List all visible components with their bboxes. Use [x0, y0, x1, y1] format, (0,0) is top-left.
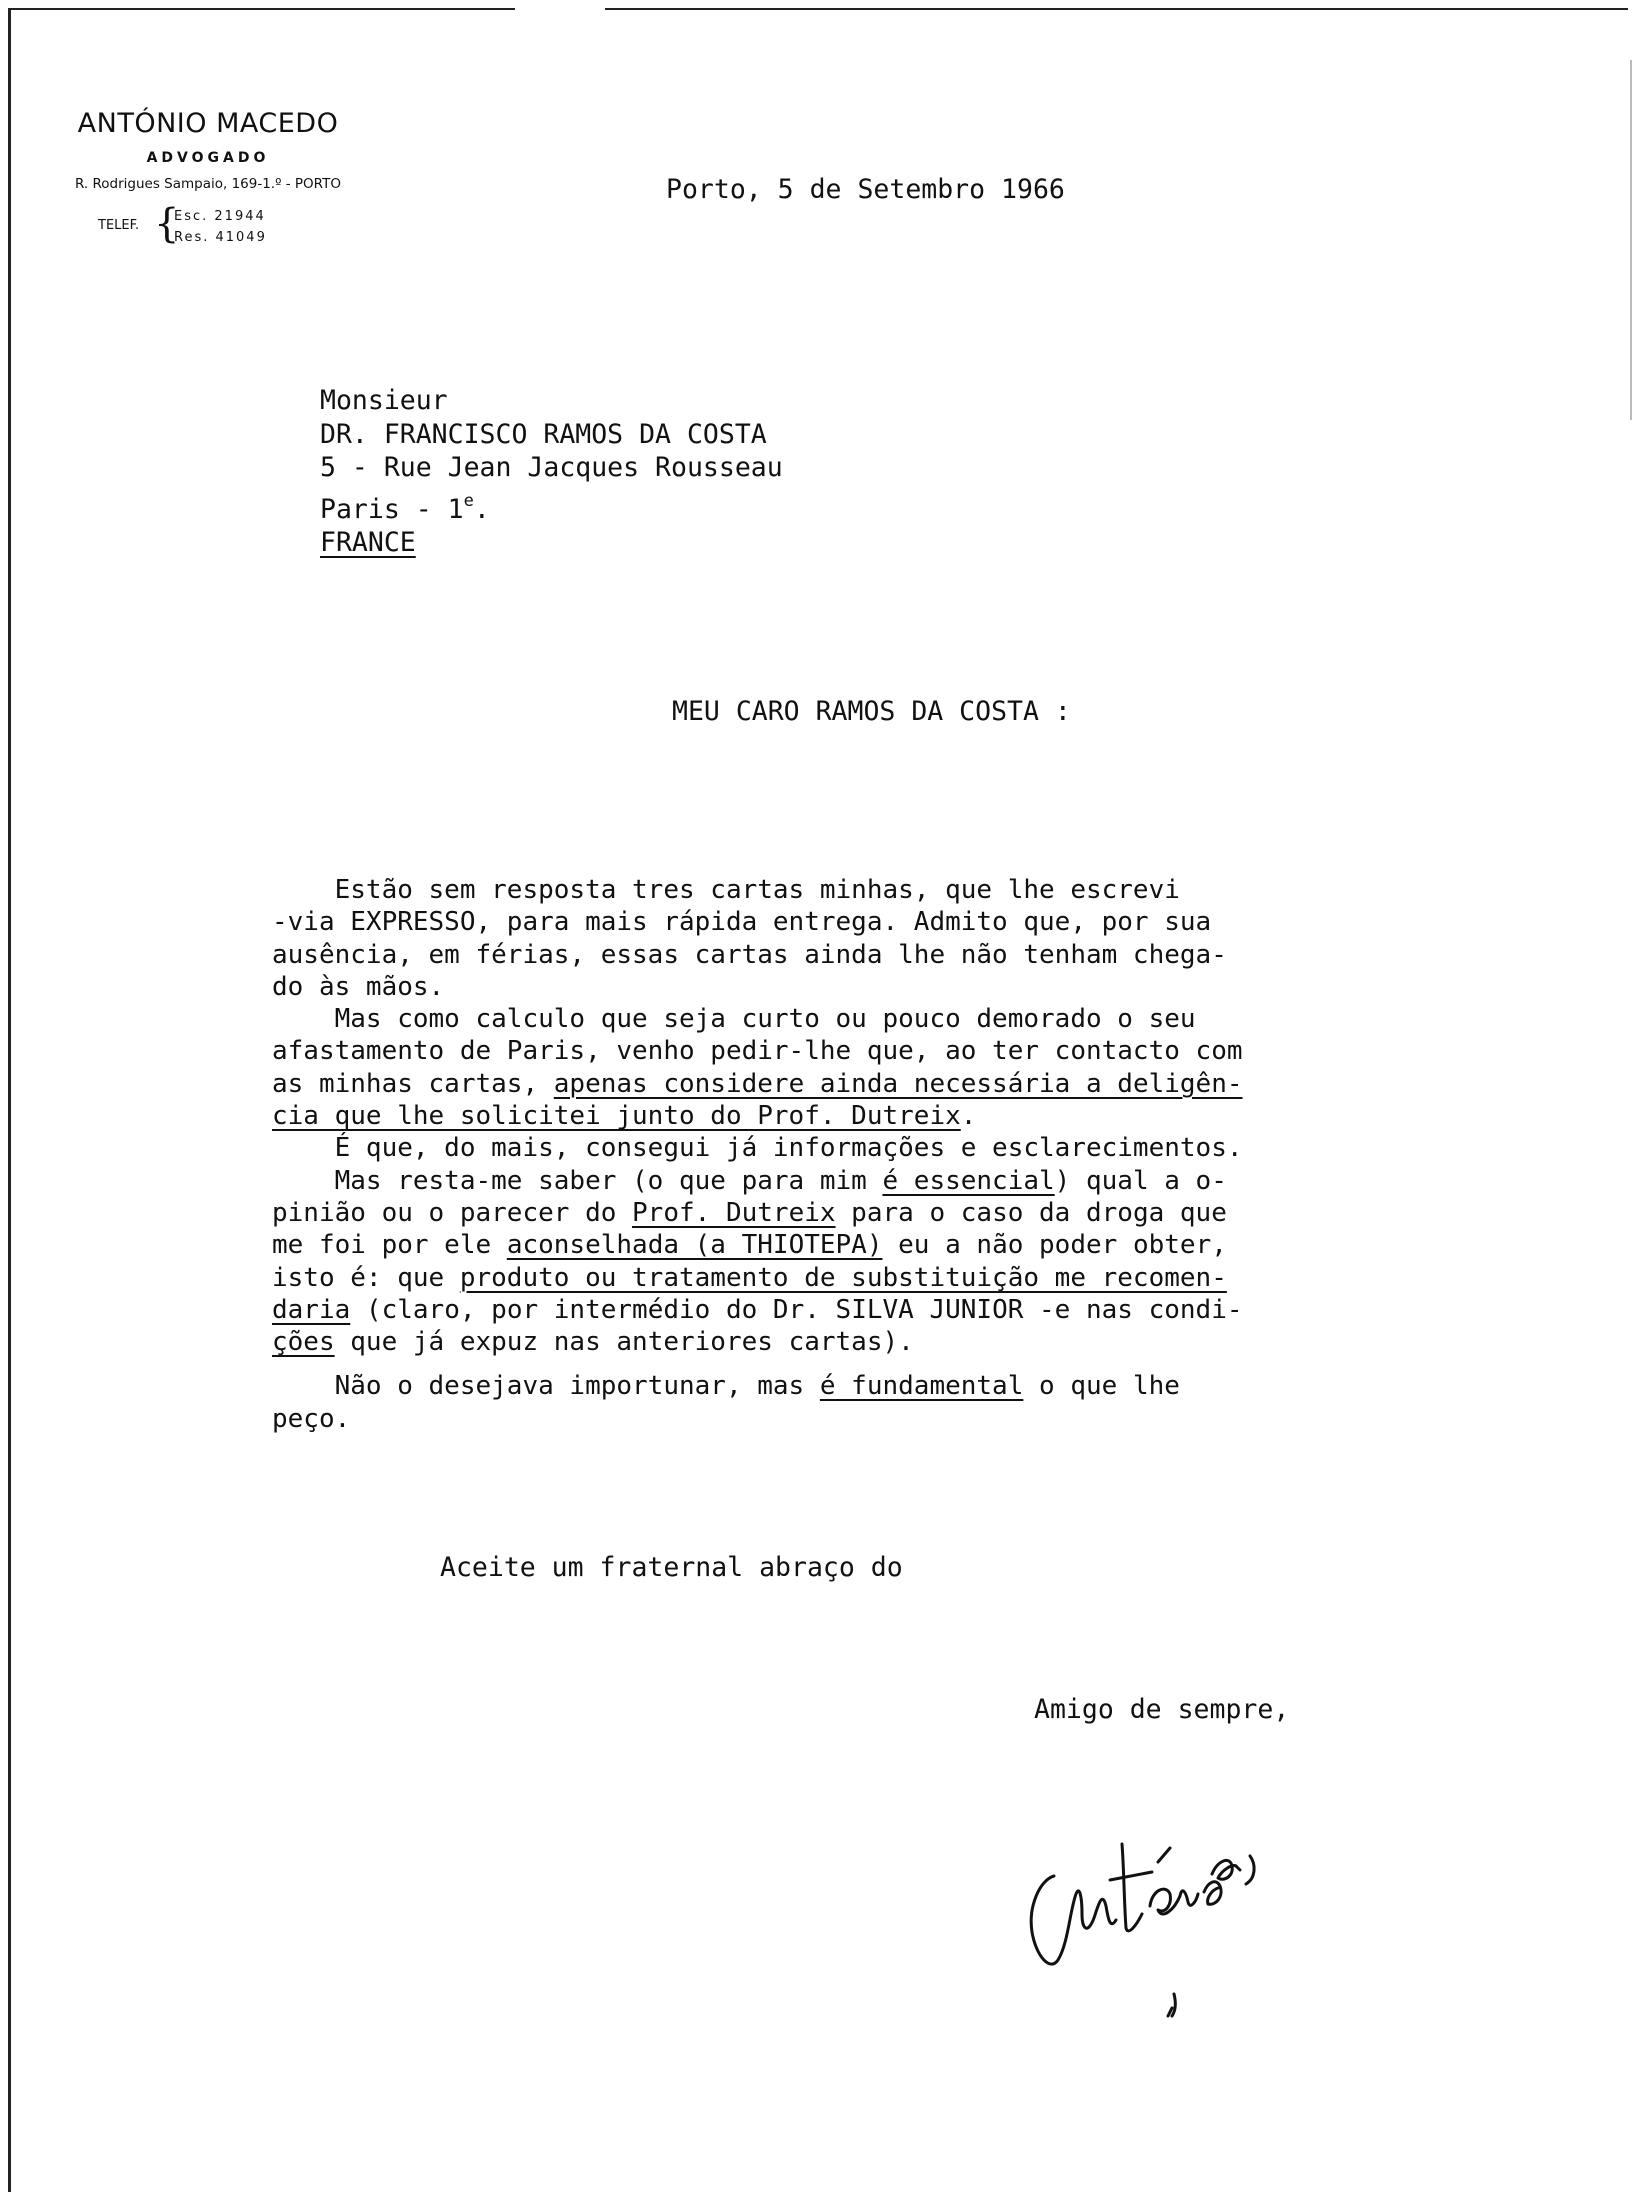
body-line: do às mãos.	[272, 971, 445, 1002]
salutation: MEU CARO RAMOS DA COSTA :	[672, 696, 1071, 727]
telephone-home: Res. 41049	[174, 230, 267, 245]
underlined-phrase: apenas considere ainda necessária a deligên-	[553, 1068, 1243, 1099]
body-line: .	[960, 1101, 977, 1132]
underlined-phrase: cia que lhe solicitei junto do Prof. Dutreix	[272, 1101, 961, 1132]
telephone-office: Esc. 21944	[174, 209, 266, 224]
paragraph-4	[272, 1371, 1180, 1433]
letterhead-title: ADVOGADO	[146, 150, 270, 166]
telephone-label: TELEF.	[98, 218, 140, 233]
recipient-arrondissement-suffix: e	[463, 490, 474, 511]
recipient-city: Paris - 1	[320, 493, 464, 525]
recipient-line-3: 5 - Rue Jean Jacques Rousseau	[320, 452, 783, 483]
body-line: me foi por ele	[272, 1230, 507, 1261]
paragraph-gap	[272, 1358, 1243, 1370]
underlined-phrase: produto ou tratamento de substituição me recomen-	[459, 1262, 1227, 1293]
body-line: afastamento de Paris, venho pedir-lhe que, ao ter contacto com	[272, 1036, 1243, 1067]
paragraph-2	[272, 1004, 1243, 1131]
letterhead-name: ANTÓNIO MACEDO	[77, 108, 339, 139]
underlined-phrase: é fundamental	[819, 1371, 1024, 1402]
sign-off: Amigo de sempre,	[1034, 1694, 1290, 1725]
closing-line: Aceite um fraternal abraço do	[440, 1552, 903, 1583]
body-line: eu a não poder obter,	[882, 1230, 1227, 1261]
paragraph-3	[272, 1133, 1243, 1357]
telephone-numbers	[174, 206, 267, 248]
recipient-line-2: DR. FRANCISCO RAMOS DA COSTA	[320, 418, 767, 450]
underlined-phrase: Prof. Dutreix	[632, 1197, 836, 1228]
recipient-line-4	[320, 490, 490, 525]
scan-border-left	[8, 8, 11, 2192]
underlined-phrase: daria	[272, 1294, 351, 1325]
body-line: -via EXPRESSO, para mais rápida entrega. Admito que, por sua	[272, 907, 1212, 938]
body-line: Mas resta-me saber (o que para mim	[272, 1165, 883, 1196]
body-line: Mas como calculo que seja curto ou pouco demorado o seu	[272, 1004, 1196, 1035]
letter-body	[272, 874, 1243, 1435]
body-line: É que, do mais, consegui já informações e esclarecimentos.	[272, 1133, 1243, 1164]
body-line: ausência, em férias, essas cartas ainda lhe não tenham chega-	[272, 939, 1227, 970]
underlined-phrase: ções	[272, 1327, 335, 1358]
underlined-phrase: aconselhada (a THIOTEPA)	[506, 1230, 883, 1261]
body-line: peço.	[272, 1403, 351, 1434]
telephone-brace: {	[154, 201, 180, 247]
letterhead-address: R. Rodrigues Sampaio, 169-1.º - PORTO	[75, 176, 341, 192]
scan-border-gap	[515, 4, 605, 14]
scan-border-top	[8, 8, 1628, 10]
recipient-line-1: Monsieur	[320, 385, 448, 416]
paragraph-1	[272, 875, 1227, 1002]
handwritten-signature	[1010, 1810, 1350, 2020]
body-line: Estão sem resposta tres cartas minhas, que lhe escrevi	[272, 875, 1180, 905]
body-line: ) qual a o-	[1054, 1165, 1227, 1196]
body-line: pinião ou o parecer do	[272, 1197, 633, 1228]
body-line: que já expuz nas anteriores cartas).	[334, 1327, 914, 1358]
body-line: Não o desejava importunar, mas	[272, 1371, 820, 1402]
recipient-address	[320, 384, 783, 560]
body-line: (claro, por intermédio do Dr. SILVA JUNIOR -e nas condi-	[350, 1294, 1243, 1325]
body-line: isto é: que	[272, 1262, 460, 1293]
underlined-phrase: é essencial	[882, 1165, 1055, 1196]
body-line: o que lhe	[1023, 1371, 1180, 1402]
recipient-country: FRANCE	[320, 527, 416, 558]
recipient-city-period: .	[473, 493, 490, 525]
body-line: para o caso da droga que	[835, 1197, 1227, 1228]
letter-date: Porto, 5 de Setembro 1966	[666, 174, 1065, 205]
body-line: as minhas cartas,	[272, 1068, 554, 1099]
